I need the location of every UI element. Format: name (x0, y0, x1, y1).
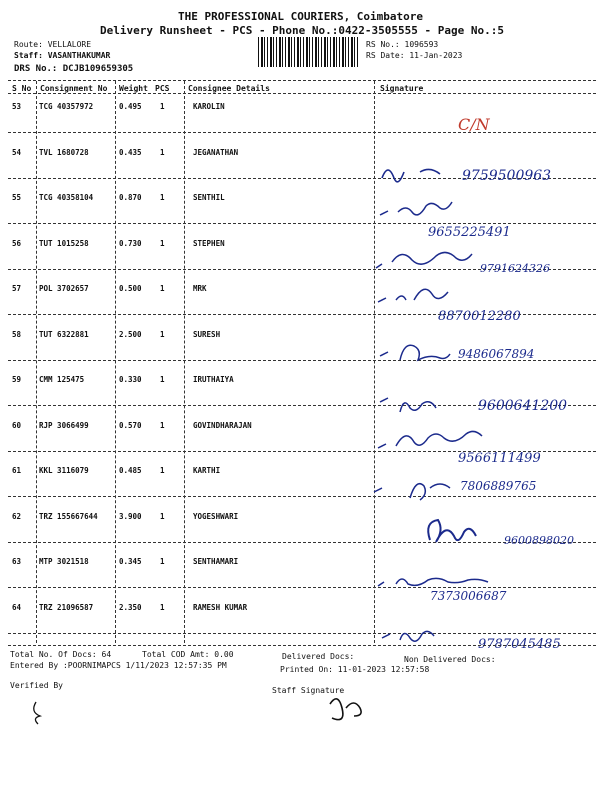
cell-weight: 0.570 (119, 421, 142, 430)
cell-pcs: 1 (160, 330, 165, 339)
cell-consignee: JEGANATHAN (193, 148, 239, 157)
cell-pcs: 1 (160, 603, 165, 612)
cell-consignee: RAMESH KUMAR (193, 603, 248, 612)
drs-number: DRS No.: DCJB109659305 (14, 64, 134, 74)
cell-pcs: 1 (160, 284, 165, 293)
hw-56: 9791624326 (480, 262, 550, 275)
cell-sno: 63 (12, 557, 22, 566)
staff-signature-mark (330, 699, 361, 720)
cell-weight: 0.435 (119, 148, 142, 157)
cell-sno: 53 (12, 102, 22, 111)
cell-consignee: SURESH (193, 330, 221, 339)
signature-64 (382, 631, 434, 641)
cell-consignment: TUT 6322881 (39, 330, 89, 339)
cell-weight: 0.495 (119, 102, 142, 111)
cell-consignment: TCG 40357972 (39, 102, 94, 111)
cell-sno: 59 (12, 375, 22, 384)
hw-54: 9759500963 (462, 168, 552, 184)
cell-weight: 0.730 (119, 239, 142, 248)
hw-64: 9787045485 (478, 637, 561, 652)
cell-consignment: TRZ 21096587 (39, 603, 94, 612)
cell-sno: 56 (12, 239, 22, 248)
cell-consignee: SENTHAMARI (193, 557, 239, 566)
cell-consignment: KKL 3116079 (39, 466, 89, 475)
cell-weight: 0.870 (119, 193, 142, 202)
cell-sno: 54 (12, 148, 22, 157)
signature-59 (380, 398, 436, 412)
hw-55: 9655225491 (428, 225, 511, 240)
col-header-consignee: Consignee Details (188, 84, 270, 93)
cell-weight: 0.330 (119, 375, 142, 384)
hw-60: 9566111499 (458, 451, 541, 466)
cell-consignment: RJP 3066499 (39, 421, 89, 430)
col-header-consignment: Consignment No (40, 84, 108, 93)
cell-consignment: TUT 1015258 (39, 239, 89, 248)
cell-pcs: 1 (160, 102, 165, 111)
signature-61 (374, 484, 450, 500)
route-label: Route: VELLALORE (14, 40, 92, 49)
cell-sno: 55 (12, 193, 22, 202)
cell-pcs: 1 (160, 375, 165, 384)
cell-consignment: TRZ 155667644 (39, 512, 98, 521)
hw-62: 9600898020 (504, 534, 574, 547)
verified-by: Verified By (10, 681, 63, 690)
signature-57 (378, 289, 448, 302)
signature-58 (380, 345, 450, 360)
cell-sno: 60 (12, 421, 22, 430)
cell-pcs: 1 (160, 466, 165, 475)
cell-weight: 3.900 (119, 512, 142, 521)
company-name: THE PROFESSIONAL COURIERS, Coimbatore (178, 10, 424, 23)
cell-consignee: KAROLIN (193, 102, 225, 111)
staff-signature-label: Staff Signature (272, 686, 345, 695)
cell-pcs: 1 (160, 557, 165, 566)
entered-by: Entered By :POORNIMAPCS 1/11/2023 12:57:35 PM (10, 661, 227, 670)
printed-on: Printed On: 11-01-2023 12:57:58 (280, 665, 430, 674)
cell-sno: 57 (12, 284, 22, 293)
signature-63 (378, 578, 488, 586)
cell-weight: 0.500 (119, 284, 142, 293)
cell-consignee: GOVINDHARAJAN (193, 421, 252, 430)
hw-58: 9486067894 (458, 347, 535, 361)
cell-pcs: 1 (160, 239, 165, 248)
hw-53: C/N (458, 115, 490, 134)
cell-consignee: IRUTHAIYA (193, 375, 234, 384)
hw-63: 7373006687 (430, 589, 507, 603)
total-docs: Total No. Of Docs: 64 (10, 650, 112, 659)
cell-consignee: MRK (193, 284, 207, 293)
hw-61: 7806889765 (460, 479, 537, 493)
non-delivered-docs: Non Delivered Docs: (404, 655, 496, 664)
cell-consignee: SENTHIL (193, 193, 225, 202)
staff-label: Staff: VASANTHAKUMAR (14, 51, 111, 60)
cell-consignment: TCG 40358104 (39, 193, 94, 202)
cell-consignee: YOGESHWARI (193, 512, 239, 521)
col-header-pcs: PCS (155, 84, 170, 93)
cell-pcs: 1 (160, 148, 165, 157)
rs-date: RS Date: 11-Jan-2023 (366, 51, 463, 60)
runsheet-title: Delivery Runsheet - PCS - Phone No.:0422-3505555 - Page No.:5 (100, 24, 504, 37)
signature-54 (382, 169, 440, 181)
cell-consignment: TVL 1680728 (39, 148, 89, 157)
signature-62 (428, 520, 476, 542)
cell-pcs: 1 (160, 421, 165, 430)
hw-59: 9600641200 (478, 398, 568, 414)
hw-57: 8870012280 (438, 309, 521, 324)
delivered-docs: Delivered Docs: (282, 652, 355, 661)
verified-signature (34, 702, 40, 724)
signature-56 (376, 252, 472, 268)
cell-consignment: CMM 125475 (39, 375, 85, 384)
cell-weight: 2.500 (119, 330, 142, 339)
signature-55 (380, 202, 452, 215)
cell-consignment: MTP 3021518 (39, 557, 89, 566)
signature-60 (378, 431, 482, 448)
cell-pcs: 1 (160, 193, 165, 202)
total-cod: Total COD Amt: 0.00 (142, 650, 234, 659)
col-header-signature: Signature (380, 84, 424, 93)
cell-sno: 58 (12, 330, 22, 339)
cell-consignee: KARTHI (193, 466, 221, 475)
cell-weight: 0.485 (119, 466, 142, 475)
cell-weight: 2.350 (119, 603, 142, 612)
rs-number: RS No.: 1096593 (366, 40, 439, 49)
cell-sno: 64 (12, 603, 22, 612)
col-header-weight: Weight (119, 84, 148, 93)
cell-sno: 61 (12, 466, 22, 475)
cell-consignment: POL 3702657 (39, 284, 89, 293)
cell-pcs: 1 (160, 512, 165, 521)
col-header-sno: S No (12, 84, 32, 93)
cell-consignee: STEPHEN (193, 239, 225, 248)
table-bottom-border (8, 645, 596, 646)
cell-sno: 62 (12, 512, 22, 521)
cell-weight: 0.345 (119, 557, 142, 566)
